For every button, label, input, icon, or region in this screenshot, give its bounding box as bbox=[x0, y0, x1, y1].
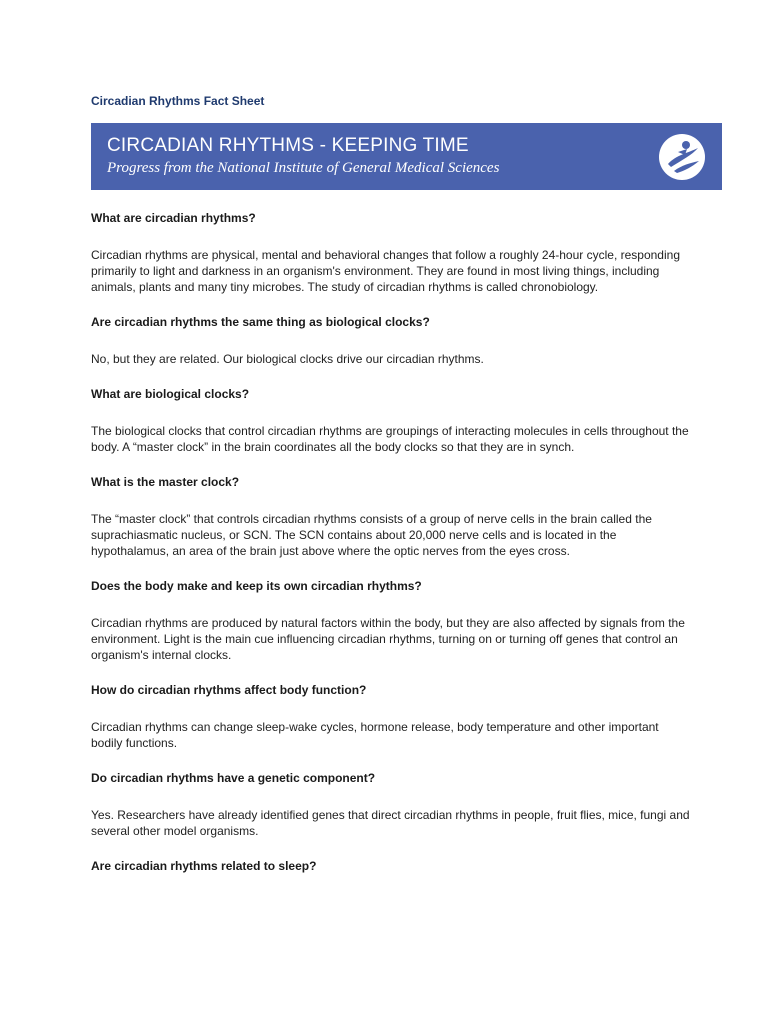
faq-question: Are circadian rhythms the same thing as biological clocks? bbox=[91, 315, 430, 329]
faq-question: What is the master clock? bbox=[91, 475, 240, 489]
header-banner bbox=[91, 123, 722, 190]
banner-title: CIRCADIAN RHYTHMS - KEEPING TIME bbox=[107, 135, 469, 156]
faq-item bbox=[91, 859, 691, 874]
faq-item bbox=[91, 579, 691, 663]
faq-question: Do circadian rhythms have a genetic component? bbox=[91, 771, 376, 785]
faq-question: What are circadian rhythms? bbox=[91, 211, 256, 225]
faq-answer: Circadian rhythms are physical, mental and behavioral changes that follow a roughly 24-hour cycle, responding primarily to light and darkness in an organism's environment. They are found in most living things, including animals, plants and many tiny microbes. The study of circadian rhythms is called chronobiology. bbox=[91, 248, 680, 294]
faq-answer: The “master clock” that controls circadian rhythms consists of a group of nerve cells in the brain called the suprachiasmatic nucleus, or SCN. The SCN contains about 20,000 nerve cells and is located in the hypothalamus, an area of the brain just above where the optic nerves from the eyes cross. bbox=[91, 512, 652, 558]
faq-question: How do circadian rhythms affect body function? bbox=[91, 683, 367, 697]
faq-question: Are circadian rhythms related to sleep? bbox=[91, 859, 317, 873]
banner-subtitle: Progress from the National Institute of General Medical Sciences bbox=[107, 160, 500, 176]
faq-answer: Yes. Researchers have already identified genes that direct circadian rhythms in people, fruit flies, mice, fungi and several other model organisms. bbox=[91, 808, 690, 838]
faq-item bbox=[91, 475, 691, 559]
faq-answer: No, but they are related. Our biological clocks drive our circadian rhythms. bbox=[91, 352, 484, 366]
nigms-logo-icon bbox=[658, 133, 706, 181]
faq-item bbox=[91, 683, 691, 751]
faq-item bbox=[91, 771, 691, 839]
faq-item bbox=[91, 315, 691, 367]
document-title: Circadian Rhythms Fact Sheet bbox=[91, 94, 265, 108]
faq-answer: Circadian rhythms can change sleep-wake cycles, hormone release, body temperature and other important bodily functions. bbox=[91, 720, 659, 750]
faq-item bbox=[91, 211, 691, 295]
faq-question: Does the body make and keep its own circadian rhythms? bbox=[91, 579, 422, 593]
faq-question: What are biological clocks? bbox=[91, 387, 250, 401]
faq-answer: The biological clocks that control circadian rhythms are groupings of interacting molecules in cells throughout the body. A “master clock” in the brain coordinates all the body clocks so that they are in synch. bbox=[91, 424, 689, 454]
faq-content bbox=[91, 211, 691, 895]
faq-answer: Circadian rhythms are produced by natural factors within the body, but they are also affected by signals from the environment. Light is the main cue influencing circadian rhythms, turning on or turning off genes that control an organism's internal clocks. bbox=[91, 616, 685, 662]
faq-item bbox=[91, 387, 691, 455]
